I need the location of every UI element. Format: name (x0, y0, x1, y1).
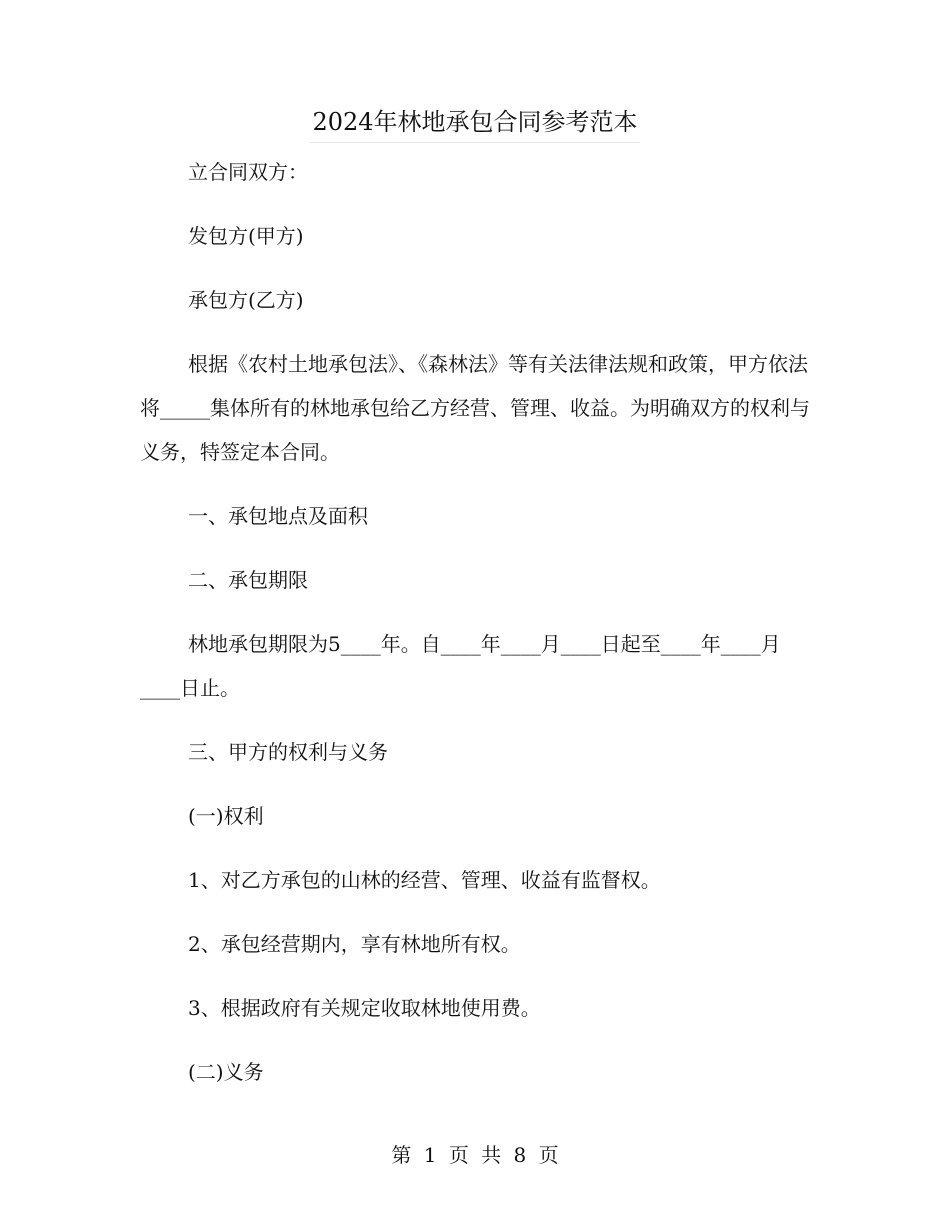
page-number-footer: 第 1 页 共 8 页 (391, 1143, 559, 1167)
heading-party-a-rights-duties: 三、甲方的权利与义务 (188, 740, 388, 764)
paragraph-party-b: 承包方(乙方) (188, 288, 304, 312)
subheading-rights: (一)权利 (188, 804, 264, 828)
document-title: 2024年林地承包合同参考范本 (310, 104, 639, 143)
subheading-duties: (二)义务 (188, 1060, 264, 1084)
heading-location-area: 一、承包地点及面积 (188, 504, 368, 528)
list-item-right-1: 1、对乙方承包的山林的经营、管理、收益有监督权。 (188, 868, 661, 892)
document-body (140, 150, 810, 1094)
document-title-container (0, 104, 950, 143)
paragraph-preamble: 根据《农村土地承包法》、《森林法》等有关法律法规和政策，甲方依法将_____集体所有的林地承包给乙方经营、管理、收益。为明确双方的权利与义务，特签定本合同。 (140, 352, 810, 464)
paragraph-party-a: 发包方(甲方) (188, 224, 304, 248)
paragraph-parties: 立合同双方： (188, 160, 308, 184)
paragraph-term-detail: 林地承包期限为5____年。自____年____月____日起至____年____月____日止。 (140, 632, 781, 700)
heading-term: 二、承包期限 (188, 568, 308, 592)
list-item-right-3: 3、根据政府有关规定收取林地使用费。 (188, 996, 541, 1020)
list-item-right-2: 2、承包经营期内，享有林地所有权。 (188, 932, 521, 956)
